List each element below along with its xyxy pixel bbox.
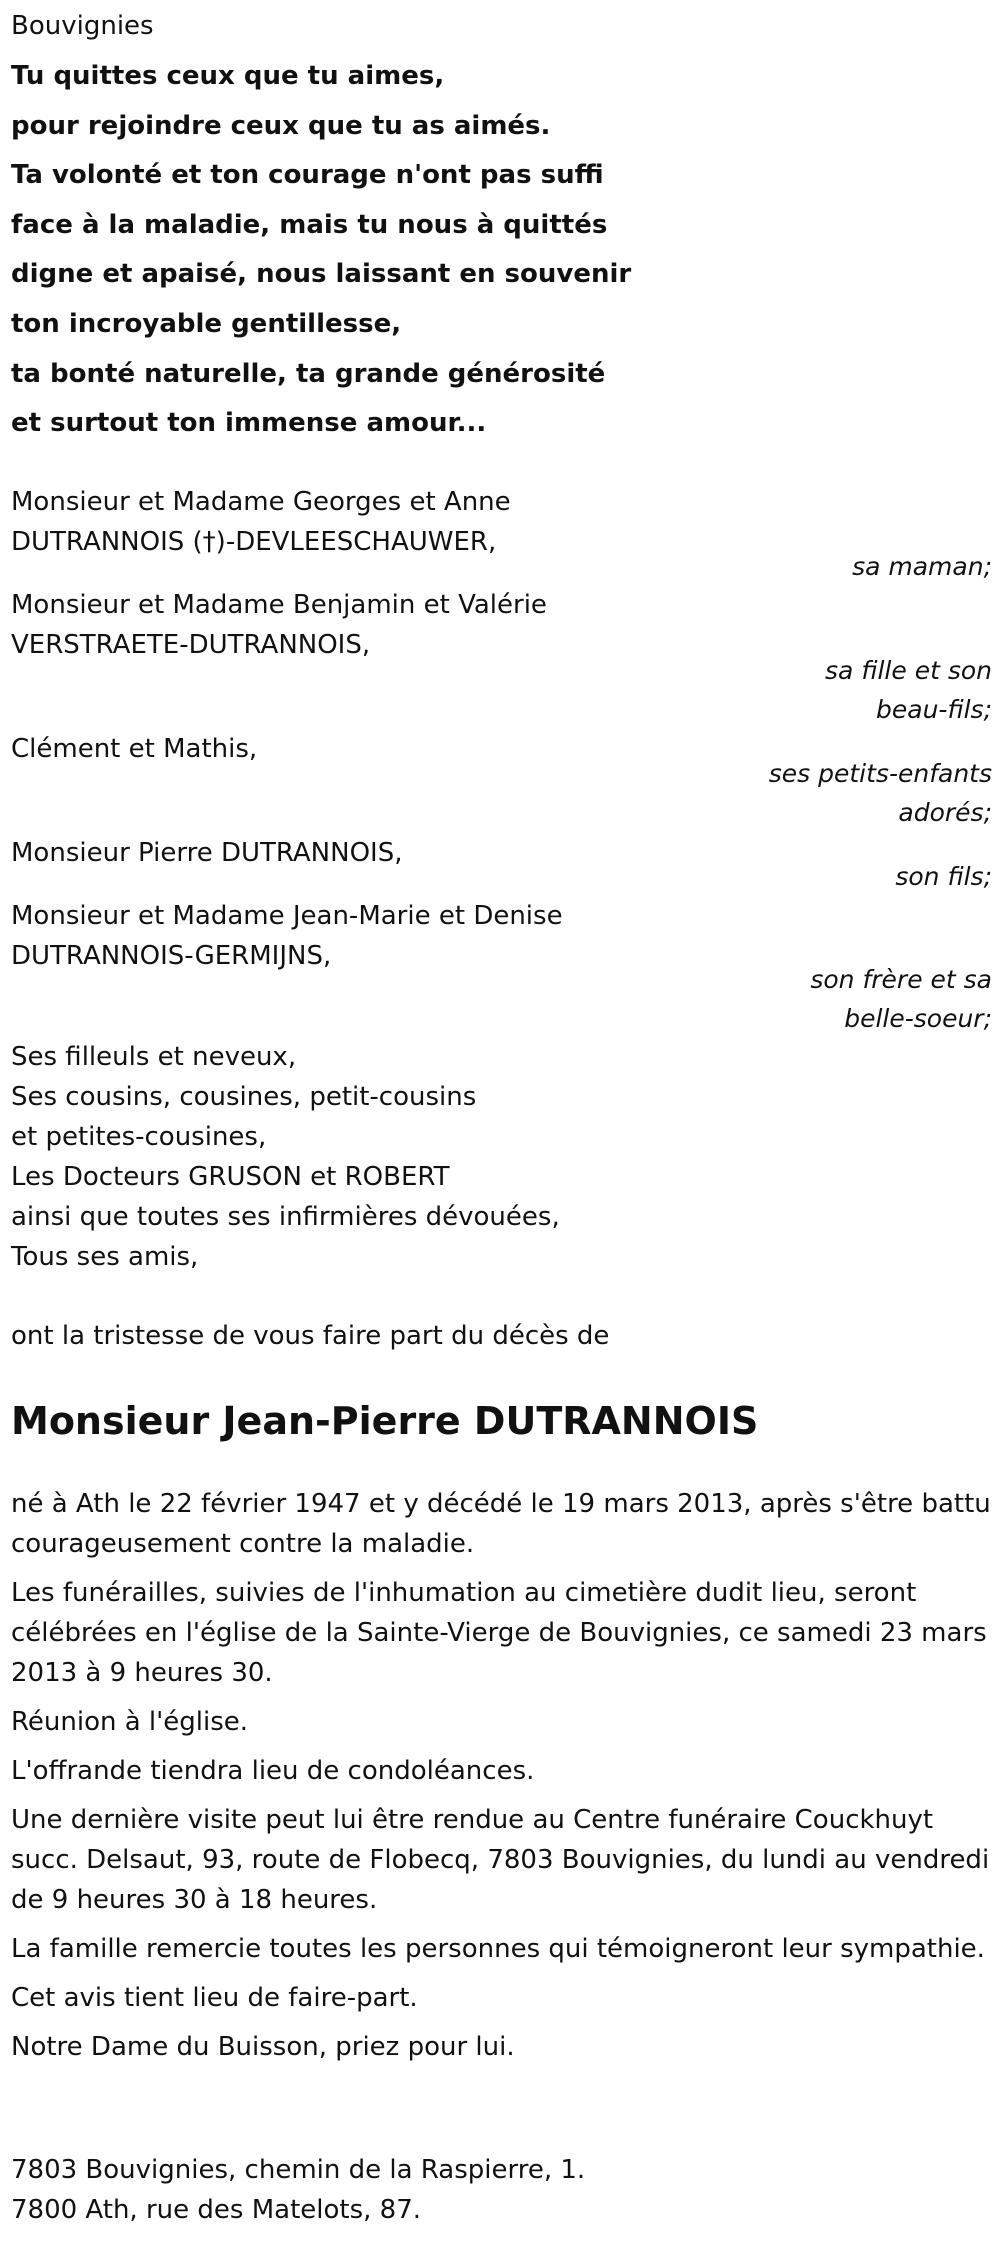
family-relation: beau-fils; [876, 695, 992, 724]
poem-line: Ta volonté et ton courage n'ont pas suffi [11, 160, 604, 191]
details-paragraph: Une dernière visite peut lui être rendue au Centre funéraire Couckhuyt succ. Delsaut, 93, route de Flobecq, 7803 Bouvignies, du lundi au vendredi de 9 heures 30 à 18 heures. [11, 1805, 990, 1915]
associate-line: Les Docteurs GRUSON et ROBERT [11, 1162, 450, 1192]
poem-line: digne et apaisé, nous laissant en souvenir [11, 259, 632, 290]
associate-line: Ses filleuls et neveux, [11, 1042, 297, 1072]
poem-line: face à la maladie, mais tu nous à quittés [11, 209, 608, 240]
family-member-name: Monsieur Pierre DUTRANNOIS, [11, 838, 403, 868]
family-relation: sa fille et son [825, 656, 992, 685]
family-member-name: DUTRANNOIS (†)-DEVLEESCHAUWER, [11, 527, 497, 557]
family-member-name: Monsieur et Madame Benjamin et Valérie [11, 590, 547, 620]
details-paragraph: Réunion à l'église. [11, 1707, 249, 1737]
details-section [11, 1484, 996, 2076]
deceased-name: Monsieur Jean-Pierre DUTRANNOIS [11, 1399, 759, 1443]
associate-line: Ses cousins, cousines, petit-cousins [11, 1082, 477, 1112]
family-relation: belle-soeur; [844, 1004, 992, 1033]
place-name: Bouvignies [11, 11, 154, 41]
address-line: 7803 Bouvignies, chemin de la Raspierre, 1. [11, 2155, 586, 2185]
details-paragraph: La famille remercie toutes les personnes qui témoigneront leur sympathie. [11, 1934, 985, 1964]
poem-line: ton incroyable gentillesse, [11, 308, 402, 339]
address-line: 7800 Ath, rue des Matelots, 87. [11, 2195, 422, 2225]
details-paragraph: Cet avis tient lieu de faire-part. [11, 1983, 418, 2013]
poem [11, 52, 631, 449]
family-member-name: Monsieur et Madame Jean-Marie et Denise [11, 901, 563, 931]
family-relation: adorés; [898, 798, 992, 827]
associate-line: ainsi que toutes ses infirmières dévouées, [11, 1202, 560, 1232]
poem-line: et surtout ton immense amour... [11, 408, 487, 439]
poem-line: Tu quittes ceux que tu aimes, [11, 61, 445, 91]
addresses [11, 2150, 585, 2230]
family-relation: ses petits-enfants [768, 759, 992, 788]
associate-line: et petites-cousines, [11, 1122, 267, 1152]
family-relation: son frère et sa [810, 965, 992, 994]
family-member-name: VERSTRAETE-DUTRANNOIS, [11, 630, 371, 660]
family-member-name: DUTRANNOIS-GERMIJNS, [11, 941, 332, 971]
details-paragraph: L'offrande tiendra lieu de condoléances. [11, 1756, 535, 1786]
details-paragraph: né à Ath le 22 février 1947 et y décédé le 19 mars 2013, après s'être battu courageusement contre la maladie. [11, 1489, 991, 1559]
details-paragraph: Notre Dame du Buisson, priez pour lui. [11, 2032, 515, 2062]
family-member-name: Monsieur et Madame Georges et Anne [11, 487, 511, 517]
family-relation: son fils; [895, 862, 992, 891]
announcement-intro: ont la tristesse de vous faire part du décès de [11, 1321, 610, 1351]
poem-line: pour rejoindre ceux que tu as aimés. [11, 110, 551, 141]
family-member-name: Clément et Mathis, [11, 734, 258, 764]
family-relation: sa maman; [852, 552, 992, 581]
details-paragraph: Les funérailles, suivies de l'inhumation au cimetière dudit lieu, seront célébrées en l'église de la Sainte-Vierge de Bouvignies, ce samedi 23 mars 2013 à 9 heures 30. [11, 1578, 987, 1688]
associates-list [11, 1037, 560, 1277]
poem-line: ta bonté naturelle, ta grande générosité [11, 358, 606, 389]
associate-line: Tous ses amis, [11, 1242, 199, 1272]
